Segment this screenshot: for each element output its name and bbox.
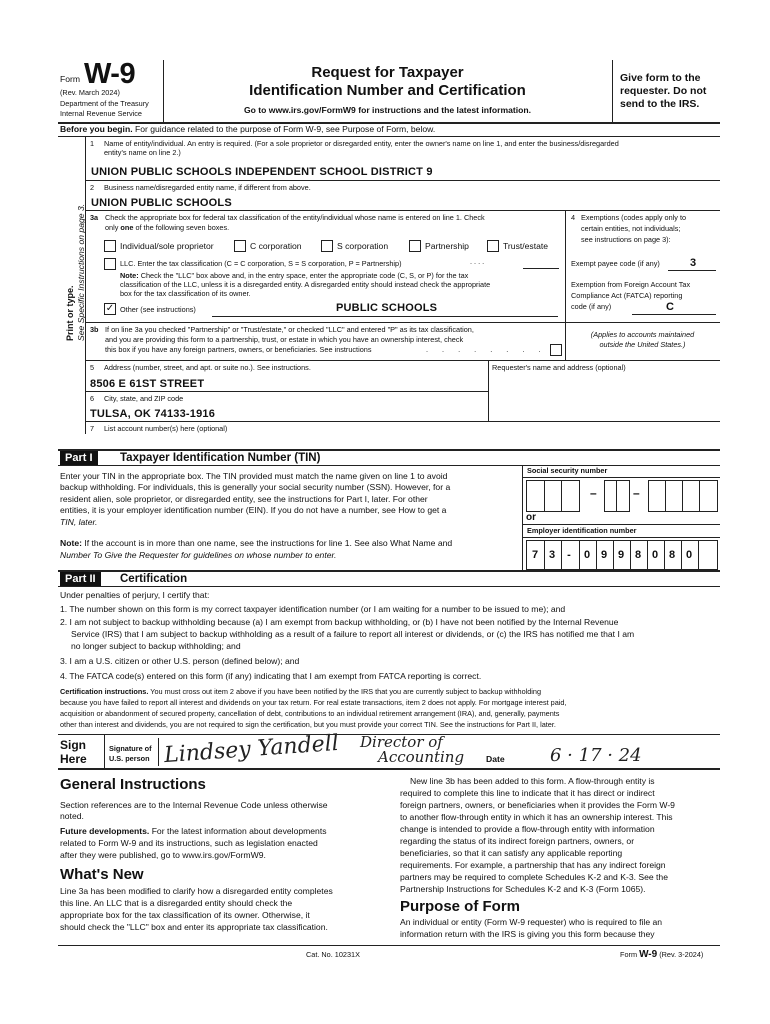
llc-note-line2: classification of the LLC, unless it is a disregarded entity. A disregarded entity should instead check the appropriate bbox=[120, 280, 491, 289]
ssn-or: or bbox=[526, 512, 536, 523]
line6-number: 6 bbox=[90, 394, 95, 403]
requester-name-address-field[interactable] bbox=[490, 375, 718, 419]
line2-business-name-field[interactable]: UNION PUBLIC SCHOOLS bbox=[91, 197, 232, 209]
cert-instructions-bold: Certification instructions. bbox=[60, 687, 149, 696]
right-col-2: required to complete this line to indicate that it has direct or indirect bbox=[400, 788, 655, 798]
line3a-label2 bbox=[105, 223, 229, 232]
general-p1b: noted. bbox=[60, 811, 84, 821]
part2-intro: Under penalties of perjury, I certify that: bbox=[60, 590, 210, 600]
signature-label2: U.S. person bbox=[109, 754, 150, 763]
department-line1: Department of the Treasury bbox=[60, 99, 149, 108]
part1-p5: TIN, later. bbox=[60, 517, 98, 527]
llc-note-line3: box for the tax classification of its owner. bbox=[120, 289, 251, 298]
ein-digit-4: 9 bbox=[600, 549, 608, 561]
label-partnership: Partnership bbox=[425, 241, 469, 251]
line1-label2: entity's name on line 2.) bbox=[104, 148, 181, 157]
llc-dots: . . . . bbox=[470, 257, 485, 266]
ein-digit-2: 3 bbox=[548, 549, 556, 561]
ssn-dash-2: – bbox=[633, 486, 640, 500]
fatca-label2: Compliance Act (FATCA) reporting bbox=[571, 291, 683, 300]
before-begin-text: For guidance related to the purpose of Form W-9, see Purpose of Form, below. bbox=[134, 124, 436, 134]
line3b-text2: and you are providing this form to a partnership, trust, or estate in which you have an ownership interest, check bbox=[105, 335, 464, 344]
line5-label: Address (number, street, and apt. or suite no.). See instructions. bbox=[104, 363, 311, 372]
part1-badge: Part I bbox=[60, 451, 98, 465]
label-trust-estate: Trust/estate bbox=[503, 241, 549, 251]
footer-form-label: Form bbox=[620, 950, 638, 959]
side-label bbox=[58, 136, 84, 362]
part1-note1: If the account is in more than one name, see the instructions for line 1. See also What Name and bbox=[84, 538, 453, 548]
ein-field[interactable] bbox=[526, 540, 718, 570]
ein-label: Employer identification number bbox=[527, 526, 637, 535]
part1-note bbox=[60, 538, 515, 549]
ein-digit-8: 8 bbox=[668, 549, 676, 561]
handwritten-title-2: Accounting bbox=[378, 748, 465, 766]
ssn-group-2[interactable] bbox=[604, 480, 630, 512]
requester-label: Requester's name and address (optional) bbox=[492, 363, 626, 372]
part1-p3: resident alien, sole proprietor, or disregarded entity, see the instructions for Part I, later. For other bbox=[60, 494, 428, 504]
whats-new-4: should check the "LLC" box and enter its appropriate tax classification. bbox=[60, 922, 328, 932]
future-dev-bold: Future developments. bbox=[60, 826, 150, 836]
future-dev-1: For the latest information about developments bbox=[151, 826, 327, 836]
applies-note2: outside the United States.) bbox=[599, 340, 686, 349]
whats-new-1: Line 3a has been modified to clarify how a disregarded entity completes bbox=[60, 886, 333, 896]
cert-item-1: 1. The number shown on this form is my correct taxpayer identification number (or I am waiting for a number to be issued to me); and bbox=[60, 604, 566, 614]
form-label: Form bbox=[60, 74, 81, 84]
cert-item-2a: 2. I am not subject to backup withholding because (a) I am exempt from backup withholding, or (b) I have not been notified by the Internal Revenue bbox=[60, 617, 619, 627]
form-title-line2: Identification Number and Certification bbox=[249, 82, 526, 99]
future-dev-2: related to Form W-9 and its instructions, such as legislation enacted bbox=[60, 838, 318, 848]
part1-p1: Enter your TIN in the appropriate box. The TIN provided must match the name given on line 1 to avoid bbox=[60, 471, 448, 481]
date-field[interactable]: 6 · 17 · 24 bbox=[550, 745, 642, 766]
line7-label: List account number(s) here (optional) bbox=[104, 424, 228, 433]
part1-p4: entities, it is your employer identification number (EIN). If you do not have a number, see How to get a bbox=[60, 505, 447, 515]
footer-form-name: W-9 bbox=[639, 949, 658, 960]
signature-label1: Signature of bbox=[109, 744, 152, 753]
checkbox-c-corporation[interactable] bbox=[234, 240, 246, 252]
line4-number: 4 bbox=[571, 213, 576, 222]
line7-number: 7 bbox=[90, 424, 95, 433]
checkbox-other[interactable]: ✓ bbox=[105, 303, 115, 314]
right-col-5: change is intended to provide a flow-through entity with information bbox=[400, 824, 655, 834]
part2-badge: Part II bbox=[60, 572, 101, 586]
cert-item-3: 3. I am a U.S. citizen or other U.S. person (defined below); and bbox=[60, 656, 300, 666]
part1-note2: Number To Give the Requester for guidelines on whose number to enter. bbox=[60, 550, 337, 560]
give-form-line2: requester. Do not bbox=[620, 85, 707, 97]
exempt-payee-code-field[interactable]: 3 bbox=[690, 257, 697, 269]
future-dev bbox=[60, 826, 327, 837]
ssn-group-3[interactable] bbox=[648, 480, 718, 512]
label-s-corporation: S corporation bbox=[337, 241, 389, 251]
irs-link-instructions[interactable]: Go to www.irs.gov/FormW9 for instructions and the latest information. bbox=[243, 105, 532, 115]
ssn-label: Social security number bbox=[527, 466, 608, 475]
right-col-9: partners may be required to complete Schedules K-2 and K-3. See the bbox=[400, 872, 668, 882]
general-instructions-heading: General Instructions bbox=[60, 776, 206, 793]
form-name: W-9 bbox=[84, 58, 136, 90]
checkbox-trust-estate[interactable] bbox=[487, 240, 499, 252]
ein-digit-7: 0 bbox=[651, 549, 659, 561]
cert-instructions-3: acquisition or abandonment of secured property, cancellation of debt, contributions to an individual retirement arrangement (IRA), and, generally, payments bbox=[60, 709, 560, 718]
catalog-number: Cat. No. 10231X bbox=[306, 950, 360, 959]
revision-date: (Rev. March 2024) bbox=[60, 88, 120, 97]
exempt-payee-label: Exempt payee code (if any) bbox=[571, 259, 660, 268]
purpose-2: information return with the IRS is giving you this form because they bbox=[400, 929, 655, 939]
side-label-print: Print or type. bbox=[65, 285, 75, 341]
fatca-label3: code (if any) bbox=[571, 302, 612, 311]
line3a-label2-bold: one bbox=[120, 223, 134, 232]
line5-number: 5 bbox=[90, 363, 95, 372]
line5-address-field[interactable]: 8506 E 61ST STREET bbox=[90, 378, 205, 390]
right-col-3: foreign partners, owners, or beneficiaries when it provides the Form W-9 bbox=[400, 800, 675, 810]
other-classification-field[interactable]: PUBLIC SCHOOLS bbox=[336, 302, 438, 314]
department-line2: Internal Revenue Service bbox=[60, 109, 142, 118]
form-title-line1: Request for Taxpayer bbox=[311, 64, 464, 81]
part1-p2: backup withholding. For individuals, this is generally your social security number (SSN). However, for a bbox=[60, 482, 451, 492]
future-dev-3: after they were published, go to www.irs.gov/FormW9. bbox=[60, 850, 266, 860]
sign-label: Sign bbox=[60, 738, 86, 752]
ein-digit-1: 7 bbox=[531, 549, 539, 561]
applies-note1: (Applies to accounts maintained bbox=[590, 330, 695, 339]
purpose-of-form-heading: Purpose of Form bbox=[400, 898, 521, 915]
give-form-line1: Give form to the bbox=[620, 72, 701, 84]
give-form-line3: send to the IRS. bbox=[620, 98, 700, 110]
right-col-4: to another flow-through entity in which it has an ownership interest. This bbox=[400, 812, 673, 822]
ein-dash: - bbox=[567, 549, 571, 561]
checkbox-partnership[interactable] bbox=[409, 240, 421, 252]
ein-digit-9: 0 bbox=[685, 549, 693, 561]
line3a-label2-pre: only bbox=[105, 223, 119, 232]
llc-note-line1: Check the "LLC" box above and, in the entry space, enter the appropriate code (C, S, or P) for the tax bbox=[140, 271, 469, 280]
line4-label1: Exemptions (codes apply only to bbox=[581, 213, 687, 222]
purpose-1: An individual or entity (Form W-9 requester) who is required to file an bbox=[400, 917, 663, 927]
side-label-see: See Specific Instructions on page 3. bbox=[76, 203, 86, 341]
label-llc: LLC. Enter the tax classification (C = C corporation, S = S corporation, P = Partnership) bbox=[120, 259, 402, 268]
line4-label3: see instructions on page 3): bbox=[581, 235, 671, 244]
fatca-label1: Exemption from Foreign Account Tax bbox=[571, 280, 691, 289]
llc-note-bold: Note: bbox=[120, 271, 139, 280]
right-col-10: Partnership Instructions for Schedules K-2 and K-3 (Form 1065). bbox=[400, 884, 646, 894]
line3b-text1: If on line 3a you checked "Partnership" or "Trust/estate," or checked "LLC" and entered "P" as its tax classification, bbox=[105, 325, 474, 334]
line6-label: City, state, and ZIP code bbox=[104, 394, 184, 403]
ein-digit-5: 9 bbox=[617, 549, 625, 561]
cert-item-2c: no longer subject to backup withholding; and bbox=[71, 641, 241, 651]
before-you-begin bbox=[60, 124, 435, 135]
whats-new-3: appropriate box for the tax classification of its owner. Otherwise, it bbox=[60, 910, 310, 920]
signature-field[interactable]: Lindsey Yandell bbox=[163, 730, 340, 769]
line3b-dots: . . . . . . . . bbox=[426, 345, 547, 354]
right-col-6: regarding the status of its indirect foreign partners, owners, or bbox=[400, 836, 635, 846]
line1-number: 1 bbox=[90, 139, 95, 148]
cert-item-2b: Service (IRS) that I am subject to backup withholding as a result of a failure to report all interest or dividends, or (c) the IRS has notified me that I am bbox=[71, 629, 635, 639]
llc-classification-field[interactable] bbox=[523, 268, 559, 269]
line6-city-field[interactable]: TULSA, OK 74133-1916 bbox=[90, 408, 216, 420]
footer-rev: (Rev. 3-2024) bbox=[659, 950, 704, 959]
part1-title: Taxpayer Identification Number (TIN) bbox=[120, 452, 321, 464]
whats-new-2: this line. An LLC that is a disregarded entity should check the bbox=[60, 898, 293, 908]
date-label: Date bbox=[486, 754, 505, 764]
label-c-corporation: C corporation bbox=[250, 241, 302, 251]
llc-note bbox=[120, 271, 560, 280]
cert-item-4: 4. The FATCA code(s) entered on this form (if any) indicating that I am exempt from FATCA reporting is correct. bbox=[60, 671, 482, 681]
checkbox-s-corporation[interactable] bbox=[321, 240, 333, 252]
line3a-number: 3a bbox=[90, 213, 99, 222]
line1-name-field[interactable]: UNION PUBLIC SCHOOLS INDEPENDENT SCHOOL DISTRICT 9 bbox=[91, 166, 433, 178]
label-individual: Individual/sole proprietor bbox=[120, 241, 214, 251]
before-begin-bold: Before you begin. bbox=[60, 124, 133, 134]
right-col-7: beneficiaries, so that it can satisfy any applicable reporting bbox=[400, 848, 623, 858]
cert-instructions-2: because you have failed to report all interest and dividends on your tax return. For real estate transactions, item 2 does not apply. For mortgage interest paid, bbox=[60, 698, 567, 707]
right-col-8: requirements. For example, a partnership that has any indirect foreign bbox=[400, 860, 666, 870]
line1-label: Name of entity/individual. An entry is required. (For a sole proprietor or disregarded entity, enter the owner's name on line 1, and enter the business/disregarded bbox=[104, 139, 619, 148]
line2-label: Business name/disregarded entity name, if different from above. bbox=[104, 183, 311, 192]
whats-new-heading: What's New bbox=[60, 866, 144, 883]
line7-account-field[interactable] bbox=[104, 433, 704, 447]
label-other: Other (see instructions) bbox=[120, 305, 196, 314]
handwritten-title-1: Director of bbox=[360, 733, 443, 751]
cert-instructions-1: You must cross out item 2 above if you have been notified by the IRS that you are currently subject to backup withholding bbox=[150, 687, 542, 696]
checkbox-individual[interactable] bbox=[104, 240, 116, 252]
ein-digit-3: 0 bbox=[583, 549, 591, 561]
right-col-1: New line 3b has been added to this form. A flow-through entity is bbox=[410, 776, 655, 786]
checkbox-foreign-partners[interactable] bbox=[550, 344, 562, 356]
part2-title: Certification bbox=[120, 573, 188, 585]
line4-label2: certain entities, not individuals; bbox=[581, 224, 681, 233]
part1-note-bold: Note: bbox=[60, 538, 82, 548]
line3a-label2-post: of the following seven boxes. bbox=[135, 223, 230, 232]
checkbox-llc[interactable] bbox=[104, 258, 116, 270]
line2-number: 2 bbox=[90, 183, 95, 192]
ein-digit-6: 8 bbox=[634, 549, 642, 561]
line3a-label: Check the appropriate box for federal tax classification of the entity/individual whose name is entered on line 1. Check bbox=[105, 213, 485, 222]
here-label: Here bbox=[60, 752, 87, 766]
general-p1a: Section references are to the Internal Revenue Code unless otherwise bbox=[60, 800, 328, 810]
footer-form bbox=[620, 950, 703, 959]
line3b-text3: this box if you have any foreign partners, owners, or beneficiaries. See instructions bbox=[105, 345, 372, 354]
cert-instructions-4: other than interest and dividends, you are not required to sign the certification, but you must provide your correct TIN. See the instructions for Part II, later. bbox=[60, 720, 556, 729]
cert-instructions bbox=[60, 687, 720, 696]
ssn-group-1[interactable] bbox=[526, 480, 580, 512]
ssn-dash-1: – bbox=[590, 486, 597, 500]
line3b-number: 3b bbox=[90, 325, 99, 334]
fatca-code-field[interactable]: C bbox=[666, 301, 674, 313]
